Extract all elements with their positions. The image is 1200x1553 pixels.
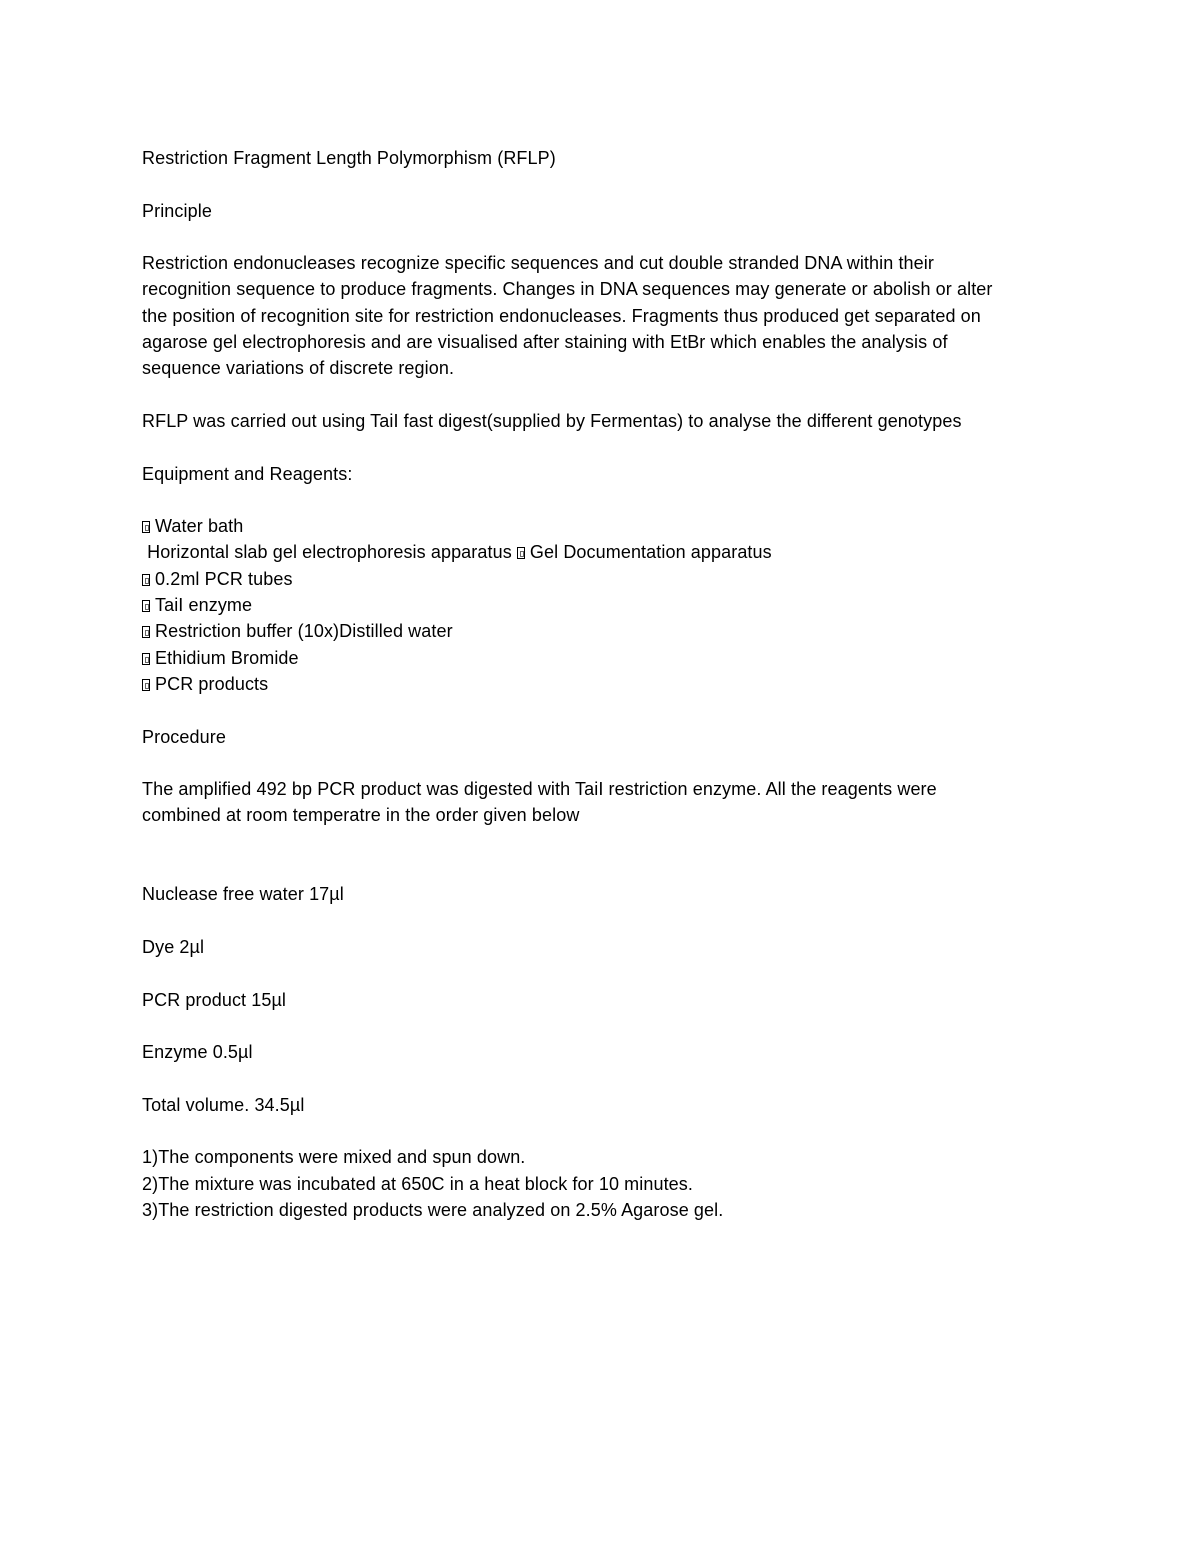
principle-line: the position of recognition site for restriction endonucleases. Fragments thus produced get separated on (142, 305, 981, 326)
equipment-item: TaiI enzyme (142, 592, 1072, 618)
document-body (142, 145, 1072, 1223)
missing-glyph-icon (142, 626, 150, 638)
missing-glyph-icon (142, 521, 150, 533)
equipment-item: Restriction buffer (10x)Distilled water (142, 618, 1072, 644)
principle-line: Restriction endonucleases recognize specific sequences and cut double stranded DNA within their (142, 253, 934, 274)
procedure-line: combined at room temperatre in the order given below (142, 805, 580, 826)
equipment-item: 0.2ml PCR tubes (142, 566, 1072, 592)
equipment-item: Water bath (142, 513, 1072, 539)
equipment-item: PCR products (142, 671, 1072, 697)
equipment-item: Ethidium Bromide (142, 645, 1072, 671)
principle-line: sequence variations of discrete region. (142, 358, 455, 379)
principle-heading: Principle (142, 200, 212, 221)
procedure-step: 2)The mixture was incubated at 650C in a heat block for 10 minutes. (142, 1173, 693, 1194)
equipment-heading: Equipment and Reagents: (142, 463, 353, 484)
procedure-step: 3)The restriction digested products were analyzed on 2.5% Agarose gel. (142, 1199, 724, 1220)
reagent-dye: Dye 2µl (142, 936, 205, 957)
procedure-heading: Procedure (142, 726, 226, 747)
missing-glyph-icon (142, 679, 150, 691)
reagent-enzyme: Enzyme 0.5µl (142, 1042, 253, 1063)
reagent-water: Nuclease free water 17µl (142, 884, 344, 905)
document-title: Restriction Fragment Length Polymorphism (RFLP) (142, 148, 556, 168)
missing-glyph-icon (142, 574, 150, 586)
reagent-total: Total volume. 34.5µl (142, 1094, 305, 1115)
missing-glyph-icon (142, 600, 150, 612)
procedure-line: The amplified 492 bp PCR product was digested with TaiI restriction enzyme. All the reagents were (142, 779, 937, 800)
missing-glyph-icon (517, 547, 525, 559)
procedure-step: 1)The components were mixed and spun down. (142, 1147, 526, 1168)
principle-line: agarose gel electrophoresis and are visualised after staining with EtBr which enables the analysis of (142, 332, 948, 353)
missing-glyph-icon (142, 653, 150, 665)
rflp-statement: RFLP was carried out using TaiI fast digest(supplied by Fermentas) to analyse the different genotypes (142, 410, 962, 431)
reagent-pcr: PCR product 15µl (142, 989, 287, 1010)
equipment-item: Horizontal slab gel electrophoresis apparatus Gel Documentation apparatus (142, 542, 772, 563)
principle-line: recognition sequence to produce fragments. Changes in DNA sequences may generate or abolish or alter (142, 279, 993, 300)
